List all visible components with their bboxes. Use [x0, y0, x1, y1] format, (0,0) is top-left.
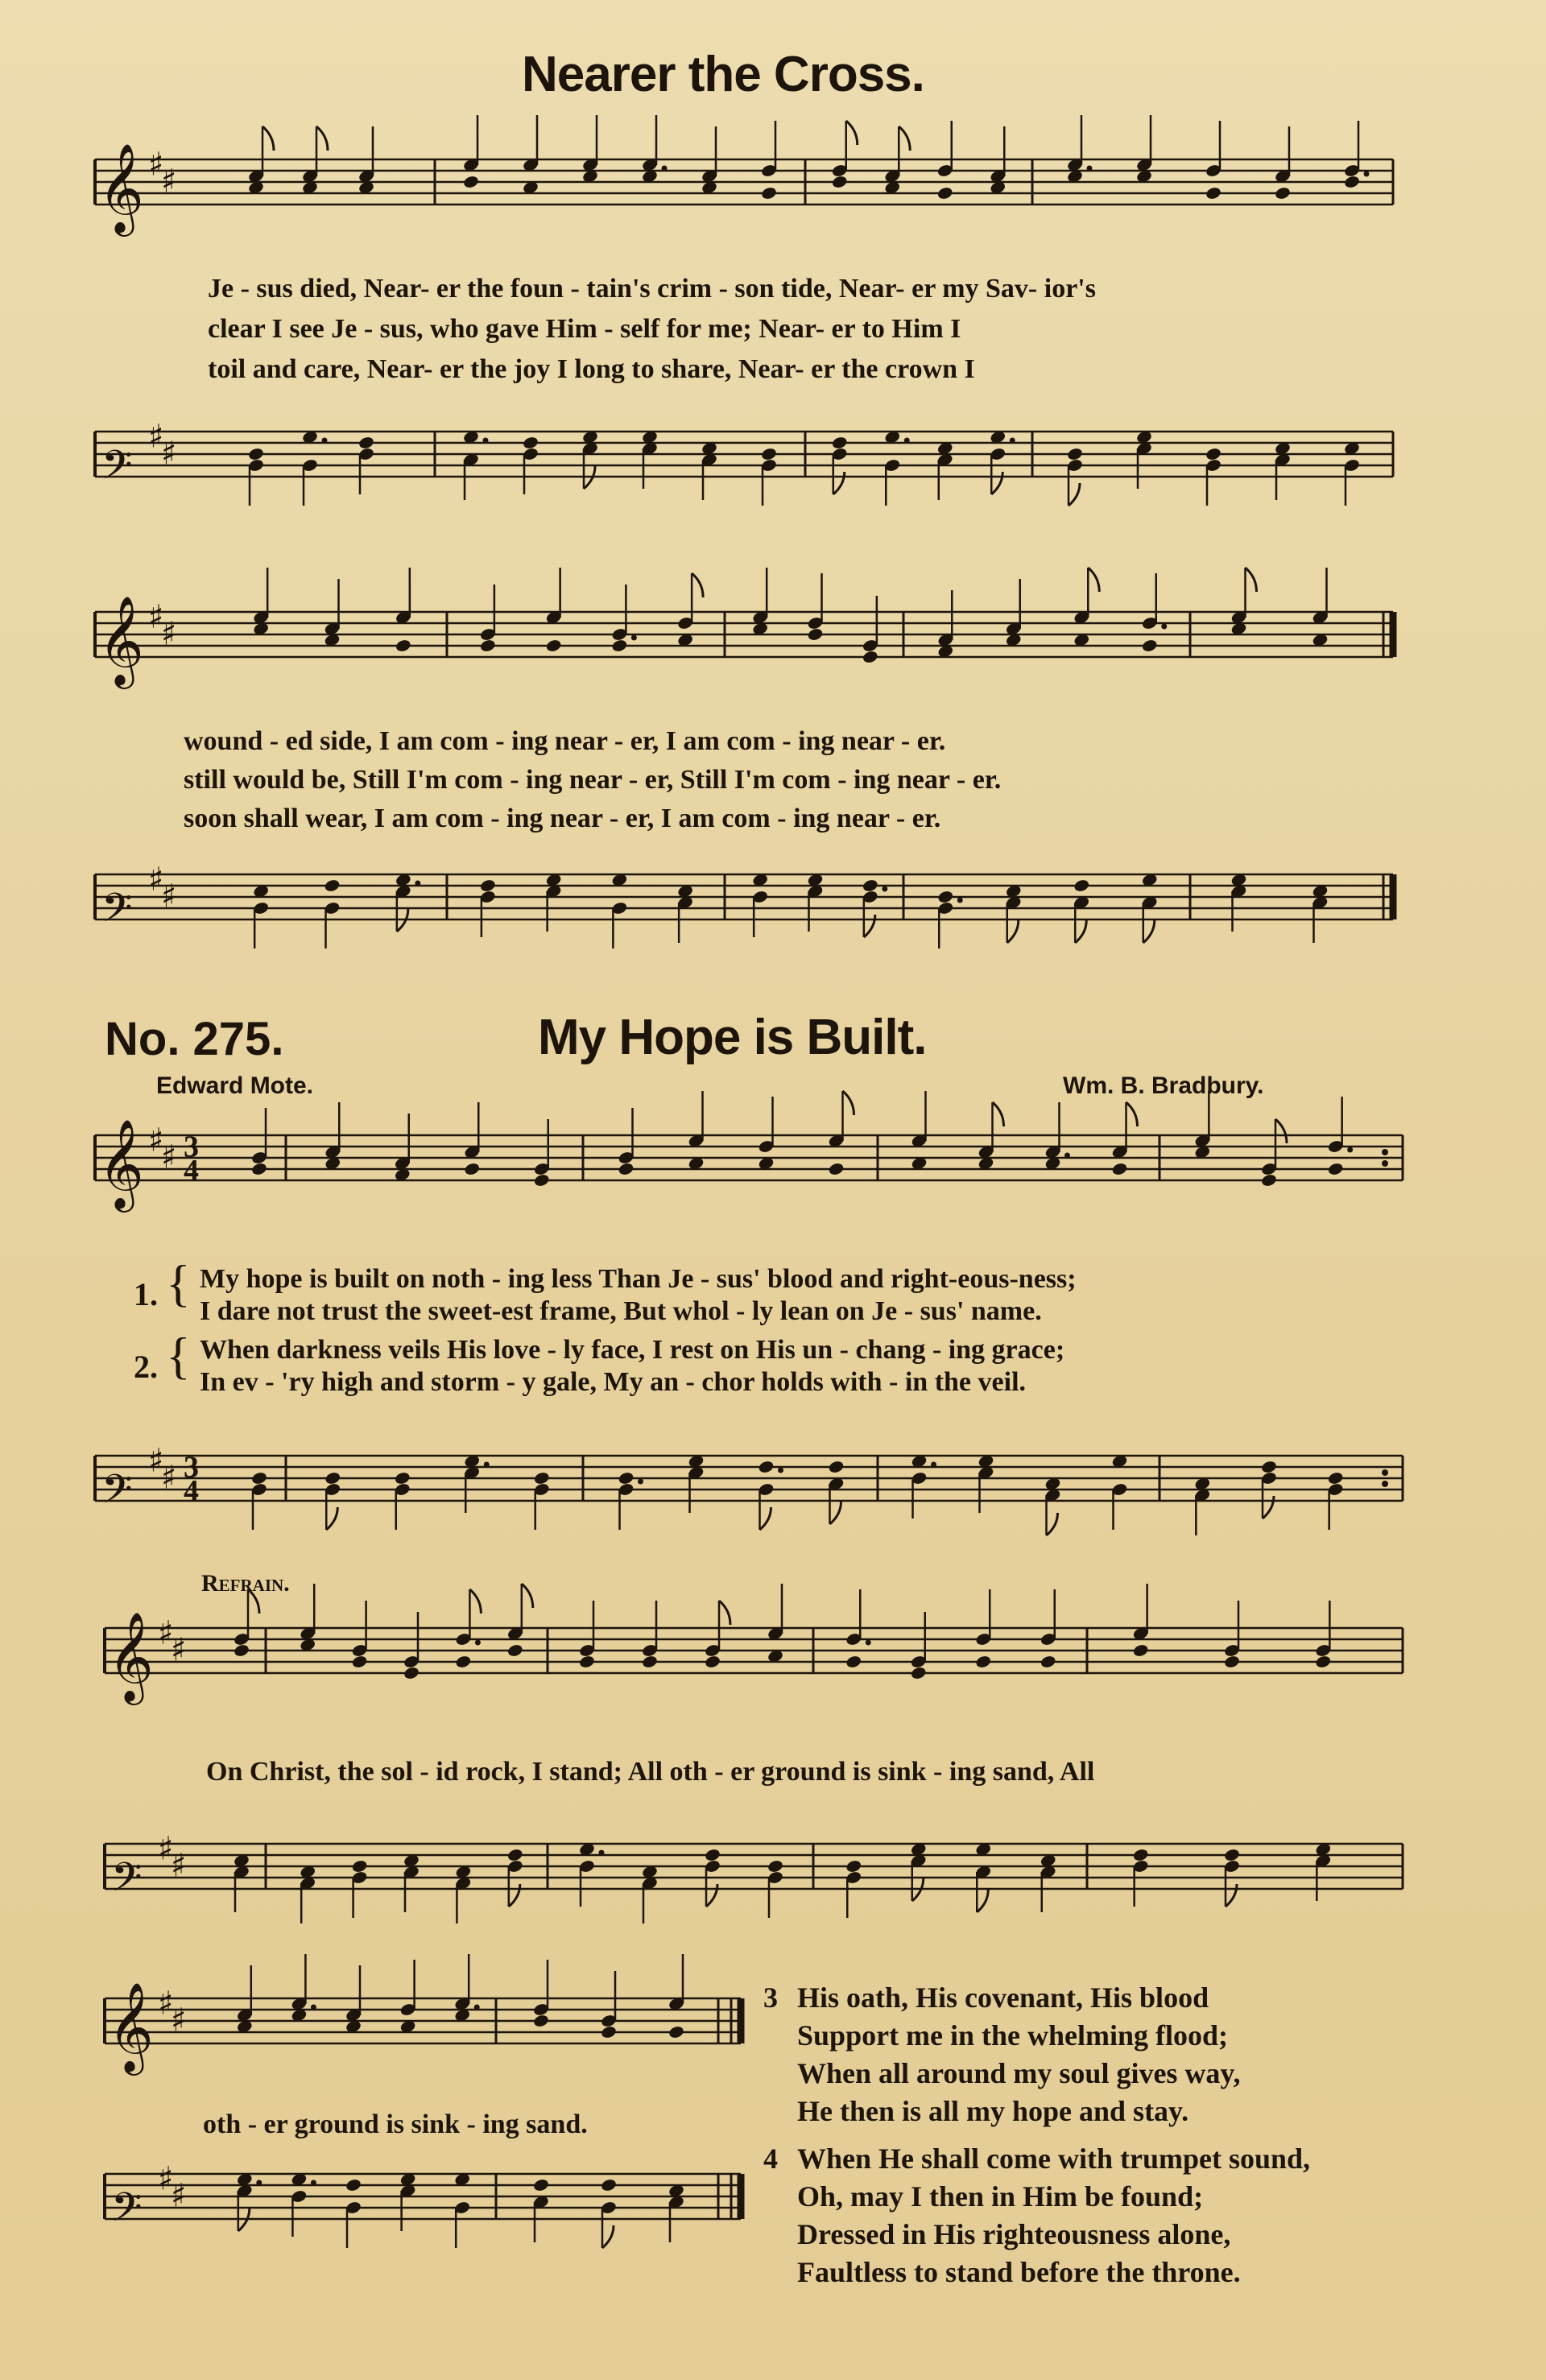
treble-clef-icon: 𝄞 — [98, 1118, 144, 1209]
treble-clef-icon: 𝄞 — [98, 595, 144, 685]
note-head — [704, 1655, 721, 1669]
note-head — [936, 186, 953, 200]
note-head — [862, 650, 878, 664]
time-signature: 3 — [184, 1130, 199, 1164]
note-dot — [1087, 166, 1093, 171]
note-flag — [1069, 483, 1080, 506]
note-head — [760, 186, 777, 200]
note-dot — [256, 2180, 262, 2186]
note-head — [1066, 447, 1083, 461]
stanza-number: 4 — [763, 2142, 778, 2175]
note-head — [1040, 1655, 1056, 1669]
note-head — [611, 638, 628, 653]
note-head — [395, 638, 411, 653]
note-flag — [864, 915, 875, 937]
note-dot — [882, 886, 887, 892]
note-head — [704, 1848, 721, 1862]
note-head — [1315, 1655, 1332, 1669]
note-head — [578, 1655, 595, 1669]
key-signature-sharp-icon: ♯ — [148, 418, 164, 456]
note-dot — [904, 438, 910, 444]
note-head — [1132, 1848, 1149, 1862]
note-head — [250, 1162, 267, 1176]
note-flag — [1088, 568, 1099, 592]
note-flag — [991, 472, 1002, 494]
note-head — [506, 1643, 523, 1658]
note-head — [937, 890, 954, 904]
note-head — [479, 638, 496, 653]
lyric-line: In ev - 'ry high and storm - y gale, My an - chor holds with - in the veil. — [200, 1367, 1027, 1397]
note-head — [462, 175, 479, 189]
note-dot — [475, 1640, 481, 1646]
repeat-dot — [1382, 1160, 1388, 1167]
note-head — [600, 2025, 617, 2039]
note-head — [1223, 1655, 1240, 1669]
lyric-line: Je - sus died, Near- er the foun - tain's crim - son tide, Near- er my Sav- ior's — [208, 274, 1096, 304]
note-head — [1260, 1173, 1277, 1188]
key-signature-sharp-icon: ♯ — [148, 1442, 164, 1480]
key-signature-sharp-icon: ♯ — [161, 878, 177, 915]
note-flag — [719, 1601, 730, 1625]
note-dot — [931, 1462, 936, 1468]
note-head — [522, 436, 539, 450]
note-flag — [316, 126, 328, 151]
note-dot — [1347, 1147, 1353, 1153]
note-flag — [1275, 1119, 1287, 1143]
note-head — [233, 1643, 250, 1658]
note-dot — [311, 2180, 316, 2186]
note-head — [479, 878, 496, 893]
treble-clef-icon: 𝄞 — [108, 1981, 154, 2072]
repeat-dot — [1382, 1481, 1388, 1487]
note-head — [358, 436, 374, 450]
note-head — [641, 1655, 658, 1669]
note-head — [975, 1655, 992, 1669]
note-head — [324, 878, 341, 893]
note-flag — [522, 1584, 533, 1608]
note-dot — [415, 881, 420, 886]
note-head — [1223, 1848, 1240, 1862]
key-signature-sharp-icon: ♯ — [148, 146, 164, 184]
note-dot — [1364, 171, 1370, 177]
time-signature: 3 — [184, 1450, 199, 1485]
note-head — [403, 1666, 420, 1680]
hymn-title: My Hope is Built. — [538, 1010, 927, 1065]
note-flag — [977, 1890, 988, 1912]
lyric-line: still would be, Still I'm com - ing near - er, Still I'm com - ing near - er. — [184, 765, 1002, 795]
refrain-label: Refrain. — [201, 1570, 290, 1597]
note-dot — [866, 1640, 871, 1646]
bass-clef-icon: 𝄢 — [101, 1466, 133, 1523]
note-head — [1205, 447, 1222, 461]
note-head — [831, 436, 848, 450]
lyric-line: soon shall wear, I am com - ing near - er, I am com - ing near - er. — [184, 804, 941, 833]
note-head — [533, 1173, 550, 1188]
note-head — [464, 1162, 481, 1176]
repeat-dot — [1382, 1469, 1388, 1476]
verse-number: 2. — [134, 1349, 158, 1385]
note-flag — [469, 1589, 481, 1614]
note-head — [1327, 1162, 1344, 1176]
key-signature-sharp-icon: ♯ — [148, 598, 164, 636]
note-head — [760, 447, 777, 461]
note-head — [767, 1859, 783, 1874]
note-head — [1327, 1471, 1344, 1485]
stanza-number: 3 — [763, 1981, 778, 2014]
note-head — [1111, 1162, 1128, 1176]
verse-number: 1. — [134, 1276, 158, 1312]
note-flag — [1246, 568, 1257, 592]
note-head — [600, 2178, 617, 2192]
note-dot — [1161, 624, 1167, 630]
note-flag — [602, 2225, 614, 2248]
note-flag — [846, 121, 858, 145]
bass-clef-icon: 𝄢 — [111, 1854, 143, 1911]
stanza-line: His oath, His covenant, His blood — [797, 1981, 1209, 2014]
stanza-line: He then is all my hope and stay. — [797, 2095, 1189, 2127]
note-head — [845, 1655, 862, 1669]
note-head — [828, 1460, 845, 1474]
note-dot — [1010, 438, 1015, 444]
note-dot — [1064, 1153, 1070, 1159]
note-head — [532, 2178, 549, 2192]
note-flag — [830, 1502, 841, 1524]
note-flag — [760, 1507, 771, 1530]
key-signature-sharp-icon: ♯ — [161, 163, 177, 200]
note-flag — [899, 126, 910, 151]
note-flag — [509, 1884, 520, 1907]
note-dot — [483, 438, 489, 444]
note-head — [1073, 878, 1090, 893]
note-flag — [1075, 920, 1086, 943]
key-signature-sharp-icon: ♯ — [158, 1614, 174, 1652]
stanza-line: Dressed in His righteousness alone, — [797, 2218, 1231, 2250]
lyric-line: toil and care, Near- er the joy I long to share, Near- er the crown I — [208, 354, 975, 384]
treble-clef-icon: 𝄞 — [98, 143, 144, 233]
key-signature-sharp-icon: ♯ — [161, 435, 177, 473]
note-head — [668, 2025, 684, 2039]
lyric-line: When darkness veils His love - ly face, I rest on His un - chang - ing grace; — [200, 1335, 1065, 1365]
note-dot — [662, 166, 668, 171]
notes — [98, 115, 1370, 2248]
note-flag — [262, 126, 274, 151]
hymn-number: No. 275. — [105, 1013, 284, 1065]
stanza-line: Faultless to stand before the throne. — [797, 2256, 1241, 2288]
hymn-title: Nearer the Cross. — [522, 47, 924, 102]
stanza-line: When He shall come with trumpet sound, — [797, 2142, 1311, 2175]
refrain-lyric: On Christ, the sol - id rock, I stand; All oth - er ground is sink - ing sand, All — [206, 1757, 1095, 1787]
key-signature-sharp-icon: ♯ — [161, 615, 177, 653]
lyric-line: clear I see Je - sus, who gave Him - self for me; Near- er to Him I — [208, 314, 961, 344]
note-dot — [322, 438, 328, 444]
note-flag — [1047, 1513, 1058, 1535]
note-head — [324, 1471, 341, 1485]
note-dot — [957, 898, 963, 903]
note-dot — [638, 1479, 643, 1485]
note-head — [532, 2014, 549, 2028]
note-flag — [1226, 1884, 1237, 1907]
note-flag — [1007, 920, 1019, 943]
note-head — [1343, 175, 1360, 189]
note-head — [831, 175, 848, 189]
note-flag — [326, 1507, 337, 1530]
note-flag — [692, 573, 703, 597]
note-head — [351, 1655, 368, 1669]
key-signature-sharp-icon: ♯ — [171, 2177, 187, 2215]
note-dot — [599, 1850, 605, 1856]
note-head — [828, 1162, 845, 1176]
stanza-line: Support me in the whelming flood; — [797, 2019, 1229, 2052]
stanza-line: Oh, may I then in Him be found; — [797, 2180, 1204, 2213]
note-dot — [474, 2005, 480, 2010]
key-signature-sharp-icon: ♯ — [171, 2002, 187, 2039]
note-dot — [311, 2005, 316, 2010]
note-head — [506, 1848, 523, 1862]
music-credit: Wm. B. Bradbury. — [1063, 1072, 1264, 1099]
bass-clef-icon: 𝄢 — [101, 442, 133, 498]
note-flag — [993, 1102, 1004, 1126]
note-head — [345, 2178, 362, 2192]
note-head — [545, 638, 562, 653]
note-head — [910, 1666, 927, 1680]
note-head — [862, 878, 878, 893]
note-head — [1205, 186, 1222, 200]
lyric-line: I dare not trust the sweet-est frame, But whol - ly lean on Je - sus' name. — [200, 1296, 1042, 1326]
note-head — [533, 1471, 550, 1485]
lyric-line: My hope is built on noth - ing less Than Je - sus' blood and right-eous-ness; — [200, 1264, 1077, 1294]
note-head — [250, 1471, 267, 1485]
note-flag — [833, 472, 845, 494]
note-flag — [1143, 920, 1155, 943]
words-credit: Edward Mote. — [156, 1072, 314, 1099]
note-head — [845, 1859, 862, 1874]
key-signature-sharp-icon: ♯ — [161, 1138, 177, 1176]
key-signature-sharp-icon: ♯ — [148, 1122, 164, 1159]
repeat-dot — [1382, 1149, 1388, 1155]
note-flag — [706, 1884, 717, 1907]
verse-brace: { — [166, 1327, 191, 1384]
verse-brace: { — [166, 1254, 191, 1312]
note-head — [1260, 1460, 1277, 1474]
note-head — [1132, 1643, 1149, 1658]
note-dot — [778, 1468, 783, 1473]
bass-clef-icon: 𝄢 — [111, 2184, 143, 2241]
key-signature-sharp-icon: ♯ — [171, 1631, 187, 1669]
note-head — [455, 1655, 472, 1669]
note-head — [1141, 638, 1158, 653]
stanza-line: When all around my soul gives way, — [797, 2057, 1241, 2089]
note-flag — [843, 1091, 854, 1115]
note-dot — [631, 635, 637, 641]
key-signature-sharp-icon: ♯ — [171, 1847, 187, 1885]
note-head — [618, 1162, 635, 1176]
note-head — [758, 1460, 775, 1474]
note-head — [394, 1471, 411, 1485]
time-signature: 4 — [184, 1154, 199, 1188]
time-signature: 4 — [184, 1474, 199, 1508]
key-signature-sharp-icon: ♯ — [158, 1830, 174, 1868]
note-flag — [1126, 1102, 1138, 1126]
note-head — [1274, 186, 1291, 200]
key-signature-sharp-icon: ♯ — [161, 1459, 177, 1497]
key-signature-sharp-icon: ♯ — [158, 2160, 174, 2198]
treble-clef-icon: 𝄞 — [108, 1611, 154, 1701]
note-head — [351, 1859, 368, 1874]
key-signature-sharp-icon: ♯ — [158, 1985, 174, 2023]
note-dot — [484, 1462, 490, 1468]
note-head — [247, 447, 264, 461]
lyric-line: wound - ed side, I am com - ing near - er, I am com - ing near - er. — [184, 726, 946, 756]
bass-clef-icon: 𝄢 — [101, 885, 133, 941]
note-head — [807, 627, 824, 642]
note-head — [618, 1471, 635, 1485]
refrain-lyric: oth - er ground is sink - ing sand. — [203, 2109, 588, 2139]
note-flag — [1263, 1496, 1274, 1518]
key-signature-sharp-icon: ♯ — [148, 861, 164, 899]
